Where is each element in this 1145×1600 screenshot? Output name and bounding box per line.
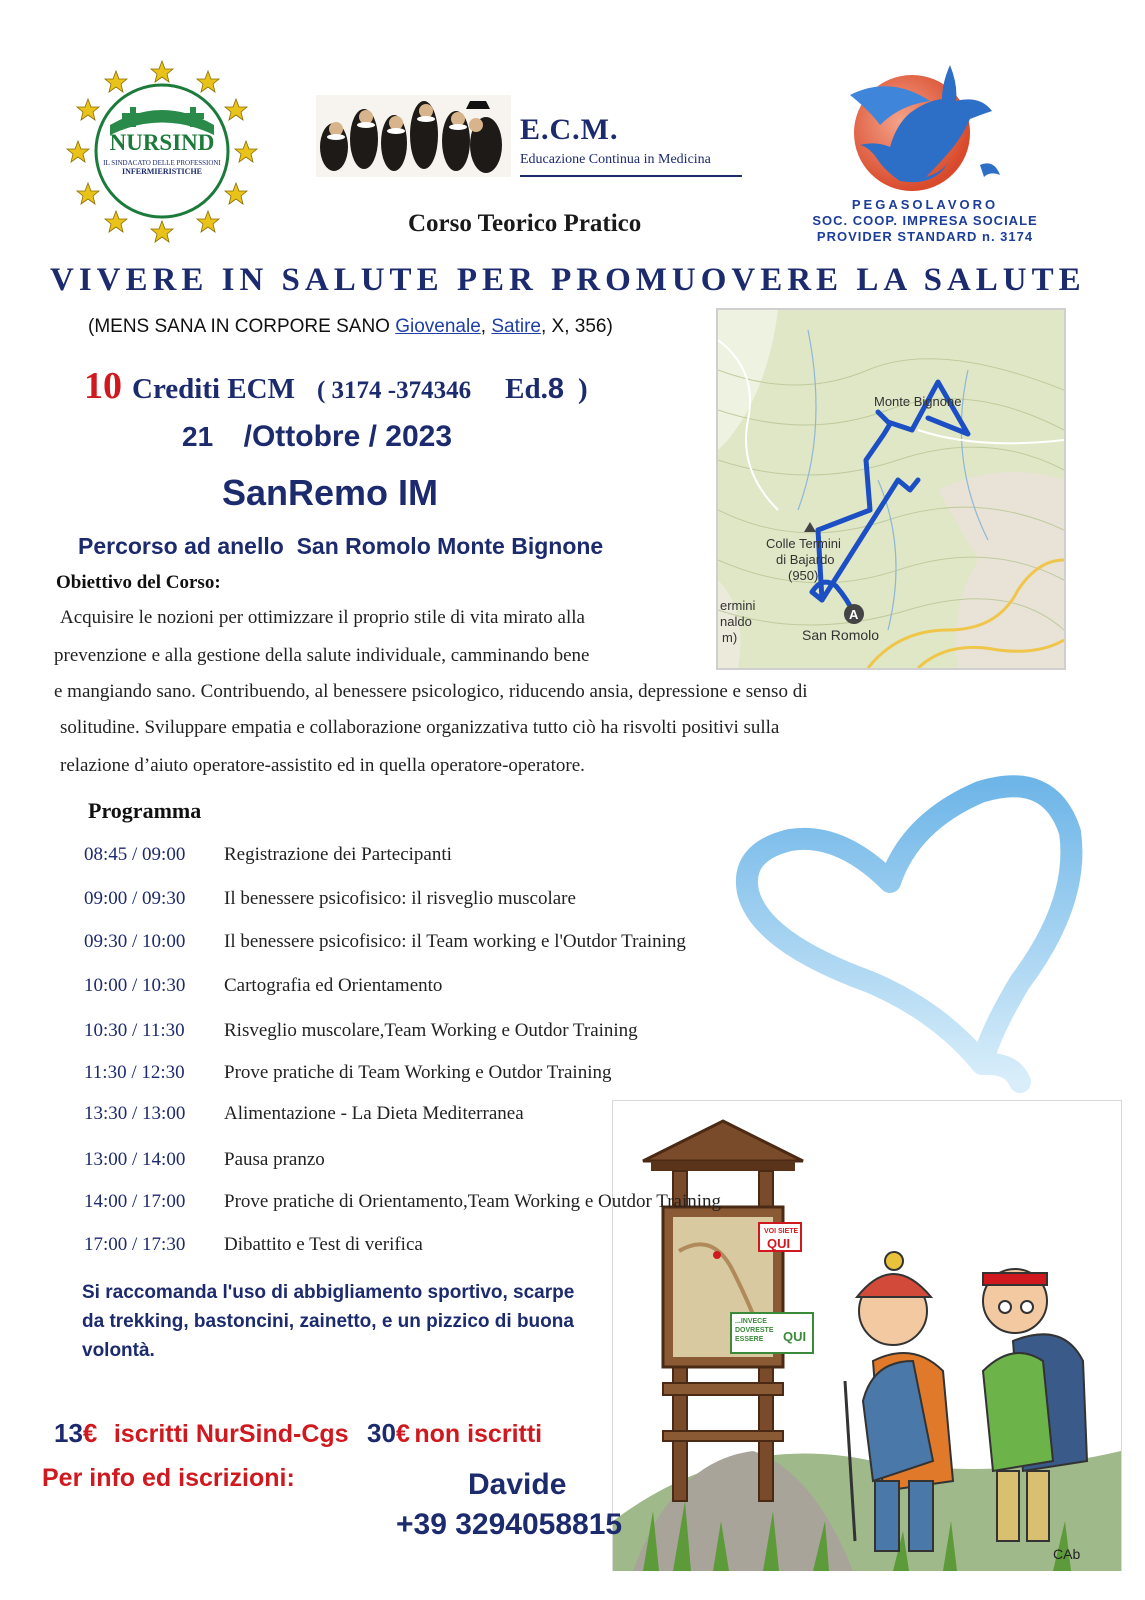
map-marker-label: A bbox=[849, 607, 859, 622]
sign-here-text: QUI bbox=[767, 1236, 791, 1251]
program-row bbox=[84, 1103, 524, 1125]
quote-sep: , bbox=[480, 316, 492, 337]
recommendation-line-3: volontà. bbox=[82, 1340, 155, 1361]
nursind-name: NURSIND bbox=[109, 130, 215, 155]
nursind-tagline-1: IL SINDACATO DELLE PROFESSIONI bbox=[103, 159, 221, 167]
member-currency: € bbox=[82, 1418, 98, 1448]
credits-line bbox=[84, 364, 588, 408]
sign-bottom-3: ESSERE bbox=[735, 1336, 764, 1343]
map-label-colle-2: di Bajardo bbox=[776, 552, 835, 567]
program-time: 09:30 / 10:00 bbox=[84, 931, 186, 952]
program-activity: Alimentazione - La Dieta Mediterranea bbox=[224, 1103, 524, 1124]
latin-quote bbox=[88, 316, 613, 338]
quote-work-link[interactable]: Satire bbox=[491, 316, 541, 337]
objective-line-1: Acquisire le nozioni per ottimizzare il proprio stile di vita mirato alla bbox=[60, 607, 585, 628]
route-map-graphic bbox=[718, 310, 1064, 668]
program-row bbox=[84, 888, 576, 910]
ecm-subtitle: Educazione Continua in Medicina bbox=[520, 152, 711, 167]
objective-line-4: solitudine. Sviluppare empatia e collaborazione organizzativa tutto ciò ha risvolti positivi sulla bbox=[60, 717, 780, 738]
pegaso-logo bbox=[790, 55, 1060, 250]
credits-code: ( 3174 -374346 bbox=[316, 377, 472, 404]
program-row bbox=[84, 975, 442, 997]
program-activity: Il benessere psicofisico: il risveglio muscolare bbox=[224, 888, 576, 909]
map-label-left-1: ermini bbox=[720, 598, 756, 613]
program-activity: Il benessere psicofisico: il Team working e l'Outdor Training bbox=[224, 931, 686, 952]
contact-name: Davide bbox=[468, 1468, 567, 1501]
course-type: Corso Teorico Pratico bbox=[408, 210, 642, 237]
recommendation-line-1: Si raccomanda l'uso di abbigliamento sportivo, scarpe bbox=[82, 1282, 575, 1303]
ecm-logo bbox=[316, 95, 746, 185]
non-member-currency: € bbox=[395, 1420, 410, 1448]
quote-author-link[interactable]: Giovenale bbox=[395, 316, 481, 337]
program-time: 08:45 / 09:00 bbox=[84, 844, 186, 865]
non-member-price: 30 bbox=[367, 1418, 396, 1448]
map-label-colle-1: Colle Termini bbox=[766, 536, 841, 551]
program-row bbox=[84, 1149, 325, 1171]
non-member-label: non iscritti bbox=[414, 1420, 543, 1448]
ecm-title: E.C.M. bbox=[520, 113, 619, 146]
program-row bbox=[84, 1234, 423, 1256]
hiking-cartoon bbox=[612, 1100, 1122, 1571]
program-activity: Pausa pranzo bbox=[224, 1149, 325, 1170]
program-row bbox=[84, 1020, 638, 1042]
program-time: 14:00 / 17:00 bbox=[84, 1191, 186, 1212]
program-row bbox=[84, 1062, 611, 1084]
map-label-left-2: naldo bbox=[720, 614, 752, 629]
objective-heading: Obiettivo del Corso: bbox=[56, 572, 221, 593]
program-time: 13:00 / 14:00 bbox=[84, 1149, 186, 1170]
page-title: VIVERE IN SALUTE PER PROMUOVERE LA SALUTE bbox=[50, 262, 1086, 298]
contact-phone[interactable]: +39 3294058815 bbox=[396, 1508, 623, 1541]
pegaso-line-2: SOC. COOP. IMPRESA SOCIALE bbox=[812, 213, 1038, 228]
pegaso-line-3: PROVIDER STANDARD n. 3174 bbox=[816, 229, 1034, 244]
program-time: 13:30 / 13:00 bbox=[84, 1103, 186, 1124]
nursind-tagline-2: INFERMIERISTICHE bbox=[121, 167, 202, 176]
program-time: 10:30 / 11:30 bbox=[84, 1020, 185, 1041]
date-day: 21 bbox=[182, 421, 214, 452]
program-activity: Prove pratiche di Orientamento,Team Working e Outdor Training bbox=[224, 1191, 722, 1212]
credits-close: ) bbox=[578, 373, 588, 405]
date-month-year: /Ottobre / 2023 bbox=[243, 420, 453, 453]
program-row bbox=[84, 844, 452, 866]
program-time: 11:30 / 12:30 bbox=[84, 1062, 185, 1083]
pegaso-line-1: PEGASOLAVORO bbox=[851, 197, 999, 212]
credits-label: Crediti ECM bbox=[132, 373, 295, 405]
map-label-start: San Romolo bbox=[802, 627, 880, 643]
program-row bbox=[84, 931, 686, 953]
sign-top-text: VOI SIETE bbox=[764, 1228, 799, 1235]
sign-bottom-2: DOVRESTE bbox=[735, 1327, 774, 1334]
edition-number: 8 bbox=[547, 373, 565, 405]
ecm-underline bbox=[520, 175, 742, 177]
route-map[interactable] bbox=[716, 308, 1066, 670]
program-activity: Registrazione dei Partecipanti bbox=[224, 844, 452, 865]
program-activity: Cartografia ed Orientamento bbox=[224, 975, 443, 996]
program-heading: Programma bbox=[88, 798, 202, 823]
program-activity: Risveglio muscolare,Team Working e Outdor Training bbox=[224, 1020, 638, 1041]
map-label-peak: Monte Bignone bbox=[874, 394, 962, 409]
program-time: 09:00 / 09:30 bbox=[84, 888, 186, 909]
recommendation-line-2: da trekking, bastoncini, zainetto, e un pizzico di buona bbox=[82, 1311, 574, 1332]
sign-here2-text: QUI bbox=[783, 1329, 807, 1344]
program-time: 10:00 / 10:30 bbox=[84, 975, 186, 996]
cartoon-signature: CAb bbox=[1053, 1546, 1081, 1562]
course-date bbox=[182, 420, 452, 454]
program-row bbox=[84, 1191, 721, 1213]
program-time: 17:00 / 17:30 bbox=[84, 1234, 186, 1255]
objective-line-2: prevenzione e alla gestione della salute individuale, camminando bene bbox=[54, 645, 590, 666]
sign-bottom-1: ...INVECE bbox=[735, 1318, 767, 1325]
recommendation bbox=[82, 1278, 574, 1365]
credits-number: 10 bbox=[84, 365, 122, 407]
location: SanRemo IM bbox=[222, 472, 439, 513]
quote-suffix: , X, 356) bbox=[541, 316, 613, 337]
contact-label: Per info ed iscrizioni: bbox=[42, 1464, 295, 1492]
nursind-logo bbox=[62, 55, 262, 245]
objective-line-3: e mangiando sano. Contribuendo, al benessere psicologico, riducendo ansia, depressione e senso di bbox=[54, 681, 808, 702]
edition-label: Ed. bbox=[505, 373, 548, 405]
objective-line-5: relazione d’aiuto operatore-assistito ed in quella operatore-operatore. bbox=[60, 755, 585, 776]
program-activity: Prove pratiche di Team Working e Outdor Training bbox=[224, 1062, 612, 1083]
map-label-colle-3: (950) bbox=[788, 568, 819, 583]
map-label-left-3: m) bbox=[722, 630, 738, 645]
heart-graphic bbox=[720, 762, 1120, 1102]
member-label: iscritti NurSind-Cgs bbox=[113, 1420, 349, 1448]
route-title: Percorso ad anello San Romolo Monte Bignone bbox=[78, 533, 604, 559]
program-activity: Dibattito e Test di verifica bbox=[224, 1234, 423, 1255]
quote-prefix: (MENS SANA IN CORPORE SANO bbox=[88, 316, 396, 337]
pegaso-horse-icon bbox=[830, 55, 1020, 195]
hiking-cartoon-graphic bbox=[613, 1101, 1121, 1571]
member-price: 13 bbox=[54, 1418, 83, 1448]
pricing bbox=[54, 1418, 542, 1449]
ecm-painting-image bbox=[316, 95, 511, 177]
